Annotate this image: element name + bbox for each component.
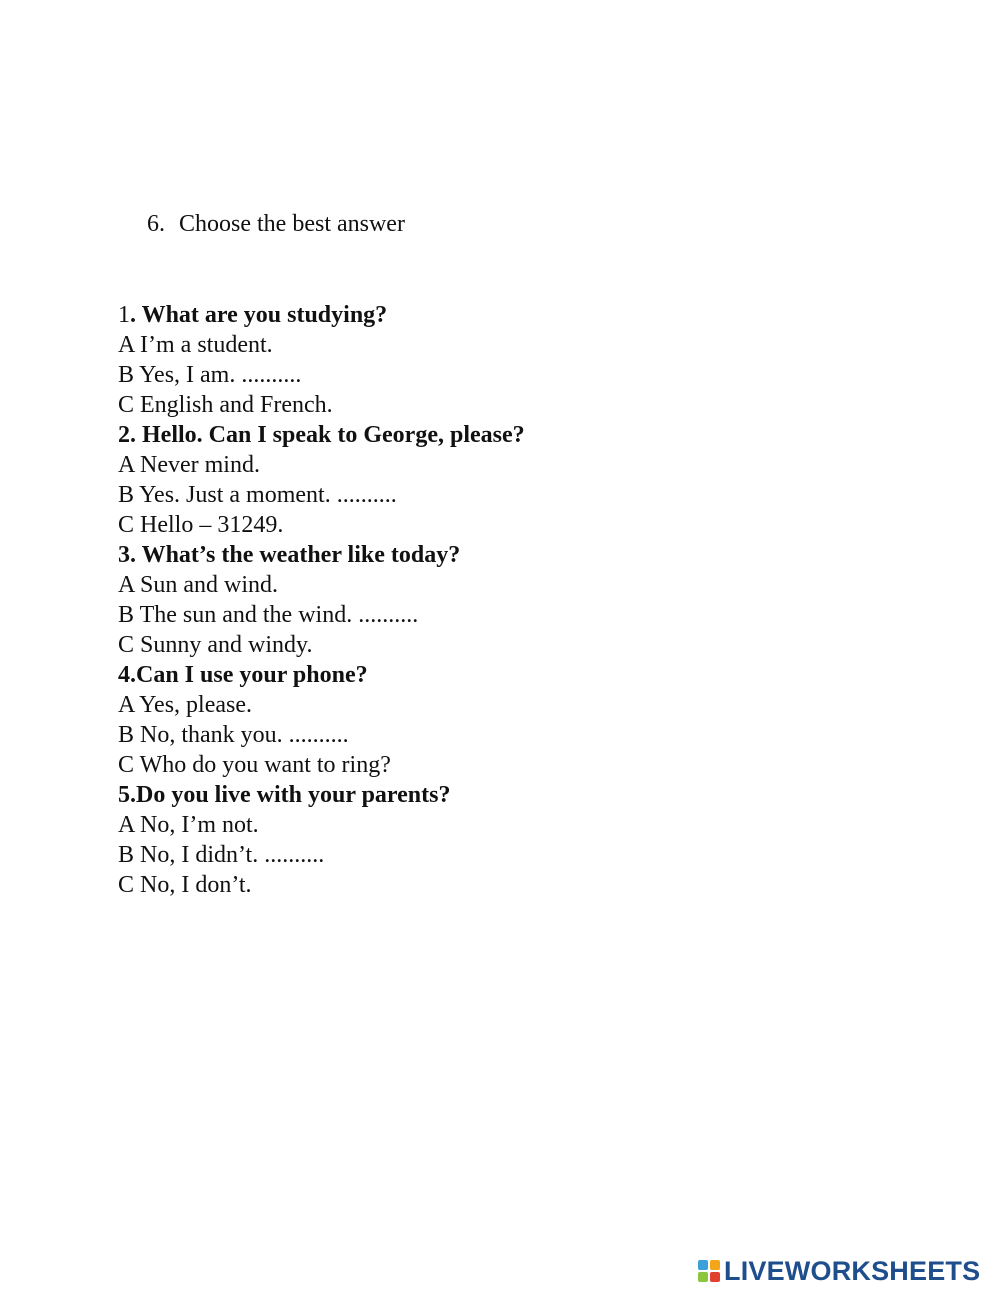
question-1-option-c: C English and French.	[118, 392, 333, 418]
question-3-option-a: A Sun and wind.	[118, 572, 279, 598]
question-2-option-b: B Yes. Just a moment. ..........	[118, 482, 397, 508]
question-5-option-b: B No, I didn’t. ..........	[118, 842, 325, 868]
question-1-number: 1	[118, 302, 130, 328]
question-5: 5.Do you live with your parents?	[118, 782, 451, 808]
question-3: 3. What’s the weather like today?	[118, 542, 461, 568]
question-1	[118, 300, 818, 330]
question-2: 2. Hello. Can I speak to George, please?	[118, 422, 525, 448]
logo-text: LIVEWORKSHEETS	[724, 1255, 981, 1286]
question-1-option-b: B Yes, I am. ..........	[118, 362, 302, 388]
exercise-instruction: Choose the best answer	[179, 211, 405, 237]
logo-square-red	[710, 1272, 720, 1282]
question-list	[118, 300, 818, 900]
question-3-option-b: B The sun and the wind. ..........	[118, 602, 419, 628]
question-5-option-a: A No, I’m not.	[118, 812, 259, 838]
liveworksheets-logo	[698, 1257, 980, 1285]
logo-square-green	[698, 1272, 708, 1282]
question-1-text: . What are you studying?	[130, 302, 388, 328]
question-4-option-c: C Who do you want to ring?	[118, 752, 391, 778]
logo-square-orange	[710, 1260, 720, 1270]
liveworksheets-logo-icon	[698, 1260, 720, 1282]
exercise-heading	[147, 209, 405, 239]
question-1-option-a: A I’m a student.	[118, 332, 273, 358]
question-4-option-b: B No, thank you. ..........	[118, 722, 349, 748]
question-4-option-a: A Yes, please.	[118, 692, 253, 718]
question-5-option-c: C No, I don’t.	[118, 872, 252, 898]
exercise-number: 6.	[147, 211, 165, 237]
logo-square-blue	[698, 1260, 708, 1270]
question-2-option-a: A Never mind.	[118, 452, 260, 478]
question-2-option-c: C Hello – 31249.	[118, 512, 284, 538]
question-4: 4.Can I use your phone?	[118, 662, 368, 688]
question-3-option-c: C Sunny and windy.	[118, 632, 313, 658]
